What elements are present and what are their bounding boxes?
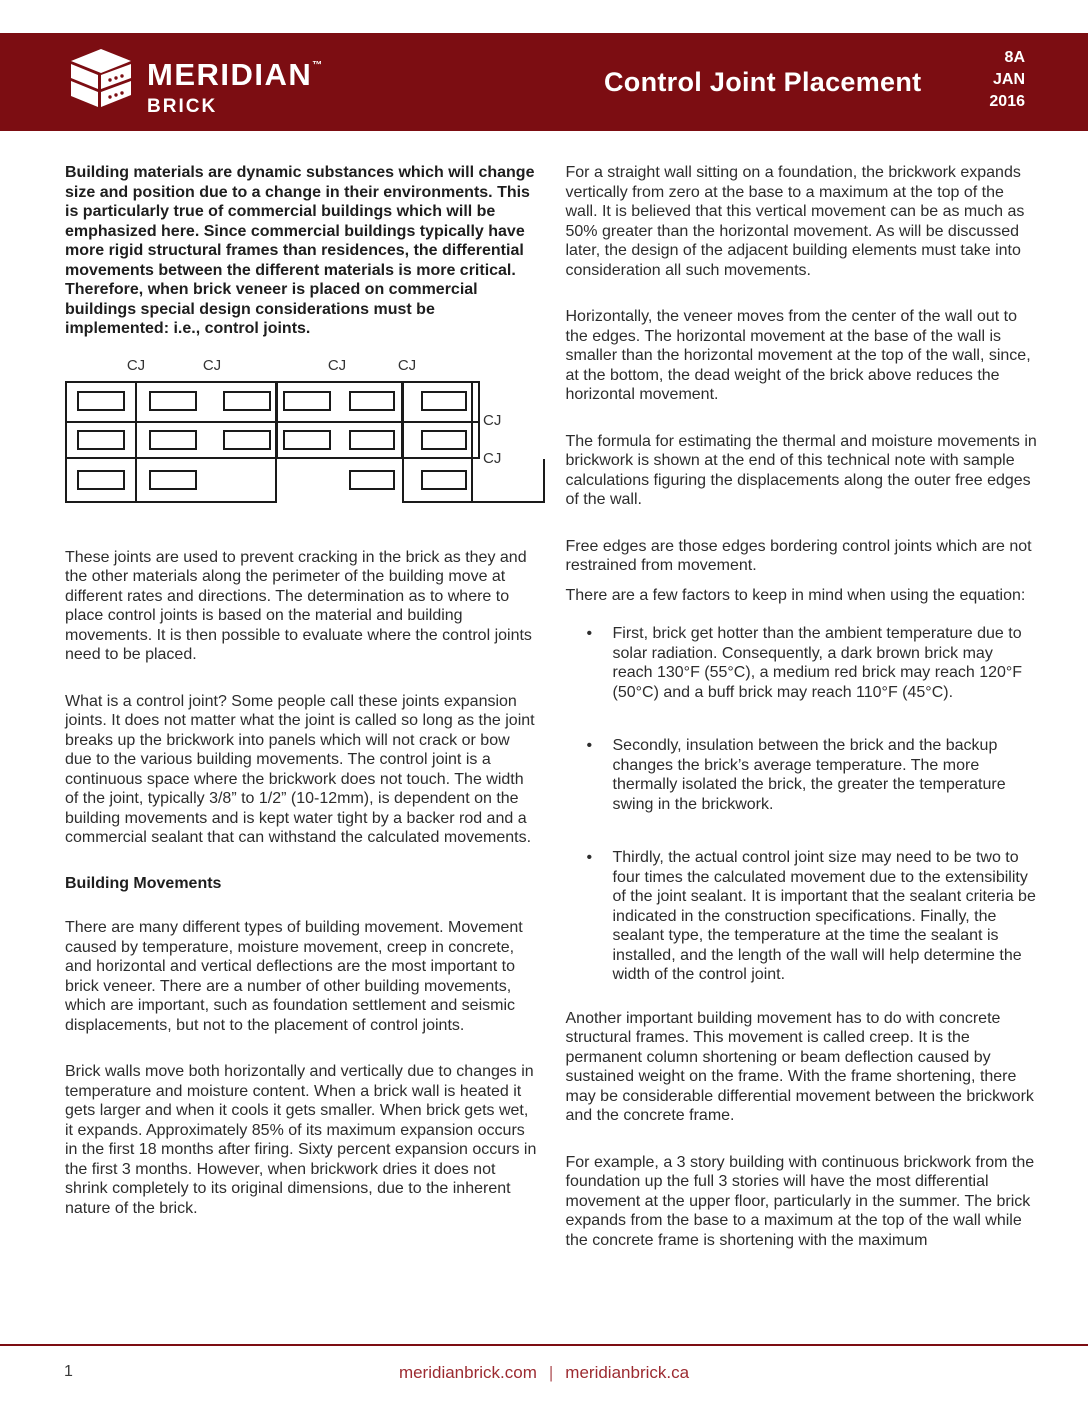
window [421,470,467,490]
bullet-text-thirdly: Thirdly, the actual control joint size may need to be two to four times the calculated movement due to the extensibility of the joint sealant. It is important that the sealant criteria be indicated in the construction specifications. Finally, the sealant type, the temperature at the time the sealant is installed, and the length of the wall will help determine the width of the control joint. [612,849,1036,983]
bullet-item-thirdly [566,848,1038,985]
cj-label-top-4: CJ [397,356,417,374]
brand-name: MERIDIAN [147,57,313,92]
footer-rule [0,1344,1088,1346]
window [283,391,331,411]
cj-line-vertical-4 [471,381,473,459]
footer-websites [0,1363,1088,1383]
window [77,391,125,411]
document-code [989,47,1025,113]
floor-line [65,421,480,423]
page-number: 1 [64,1363,73,1380]
bullet-text-secondly: Secondly, insulation between the brick and the backup changes the brick’s average temperature. The more thermally isolated the brick, the greater the temperature swing in the brickwork. [612,737,1006,813]
cj-label-right-2: CJ [483,449,502,467]
window [349,391,395,411]
cj-line-vertical-1 [135,381,137,459]
cj-line-vertical-3 [401,381,404,459]
bullet-icon: • [586,737,593,754]
paragraph-straight-wall: For a straight wall sitting on a foundation, the brickwork expands vertically from zero at the base to a maximum at the top of the wall. It is believed that this vertical movement can be as much as 50% greater than the horizontal movement. As will be discussed later, the design of the adjacent building elements must take into consideration all such movements. [565,164,1025,279]
window [223,430,271,450]
window [223,391,271,411]
document-code-year: 2016 [989,93,1025,110]
right-column [566,163,1038,1269]
brand-trademark: ™ [312,60,323,71]
cj-label-top-3: CJ [327,356,347,374]
bullet-item-secondly [566,736,1038,814]
bullet-icon: • [586,625,593,642]
paragraph-horizontally: Horizontally, the veneer moves from the center of the wall out to the edges. The horizontal movement at the base of the wall is smaller than the horizontal movement at the top of the wall, since, at the bottom, the dead weight of the brick above reduces the horizontal movement. [565,308,1031,403]
document-title: Control Joint Placement [604,66,922,97]
bullet-item-first [566,624,1038,702]
footer-site-ca[interactable]: meridianbrick.ca [565,1363,690,1382]
cj-label-top-1: CJ [126,356,146,374]
bullet-text-first: First, brick get hotter than the ambient temperature due to solar radiation. Consequently, a dark brown brick may reach 130°F (55°C), a medium red brick may reach 120°F (50°C) and a buff brick may reach 110°F (45°C). [612,625,1023,701]
document-code-number: 8A [1004,49,1025,66]
footer-site-com[interactable]: meridianbrick.com [398,1363,537,1382]
cj-line-vertical-4-ground [471,459,473,503]
window [149,391,197,411]
window [349,430,395,450]
window [149,430,197,450]
window [149,470,197,490]
window [77,430,125,450]
brand-subtitle: BRICK [147,96,218,117]
paragraph-example: For example, a 3 story building with continuous brickwork from the foundation up the full 3 stories will have the most differential movement at the upper floor, particularly in the summer. The brick expands from the base to a maximum at the top of the wall while the concrete frame is shortening with the maximum [565,1153,1035,1249]
cj-label-top-2: CJ [202,356,222,374]
footer-separator: | [548,1363,554,1382]
paragraph-factors-intro: There are a few factors to keep in mind when using the equation: [565,586,1026,604]
header-bar [0,33,1088,131]
intro-paragraph: Building materials are dynamic substances which will change size and position due to a change in their environments. This is particularly true of commercial buildings which will be emphasized here. Since commercial buildings typically have more rigid structural frames than residences, the differential movements between the different materials is more critical. Therefore, when brick veneer is placed on commercial buildings special design considerations must be implemented: i.e., control joints. [65,164,535,337]
meridian-brick-logo-icon [65,47,137,117]
paragraph-formula: The formula for estimating the thermal and moisture movements in brickwork is shown at the end of this technical note with sample calculations figuring the displacements along the outer free edges of the wall. [565,432,1037,508]
paragraph-movement-types: There are many different types of building movement. Movement caused by temperature, moisture movement, creep in concrete, and horizontal and vertical deflections are the most important to brick veneer. There are a number of other building movements, which are important, such as foundation settlement and seismic displacements, but not to the placement of control joints. [65,919,523,1034]
cj-line-vertical-2 [275,381,278,459]
left-column [65,163,541,1269]
factors-bullet-list [566,624,1038,985]
window [421,391,467,411]
paragraph-free-edges: Free edges are those edges bordering control joints which are not restrained from movement. [565,537,1032,574]
window [283,430,331,450]
brand-logo [65,47,322,117]
window [349,470,395,490]
paragraph-creep: Another important building movement has to do with concrete structural frames. This movement is called creep. It is the permanent column shortening or beam deflection caused by sustained weight on the frame. With the frame shortening, there may be considerable differential movement between the brickwork and the concrete frame. [565,1009,1034,1124]
paragraph-brick-walls: Brick walls move both horizontally and vertically due to changes in temperature and moisture content. When a brick wall is heated it gets larger and when it cools it gets smaller. When brick gets wet, it expands. Approximately 85% of its maximum expansion occurs in the first 18 months after firing. Sixty percent expansion occurs in the first 3 months. However, when brickwork dries it does not shrink completely to its original dimensions, due to the inherent nature of the brick. [65,1063,537,1217]
document-body [0,163,1088,1269]
window [421,430,467,450]
bullet-icon: • [586,849,593,866]
wall-upper-stories [65,381,480,459]
paragraph-what-is-control-joint: What is a control joint? Some people call these joints expansion joints. It does not matter what the joint is called so long as the joint breaks up the brickwork into panels which will not crack or bow due to the various building movements. The control joint is a continuous space where the brickwork does not touch. The width of the joint, typically 3/8” to 1/2” (10-12mm), is dependent on the building movements and is kept water tight by a backer rod and a commercial sealant that can withstand the calculated movements. [65,692,535,846]
brand-text [147,47,322,116]
paragraph-joints-purpose: These joints are used to prevent cracking in the brick as they and the other materials along the perimeter of the building move at different rates and directions. The determination as to where to place control joints is based on the material and building movements. It is then possible to evaluate where the control joints need to be placed. [65,548,532,663]
document-code-month: JAN [992,71,1025,88]
section-heading-building-movements: Building Movements [65,874,222,892]
control-joint-diagram [65,358,520,508]
cj-label-right-1: CJ [483,411,502,429]
cj-line-vertical-1-ground [135,459,137,503]
window [77,470,125,490]
